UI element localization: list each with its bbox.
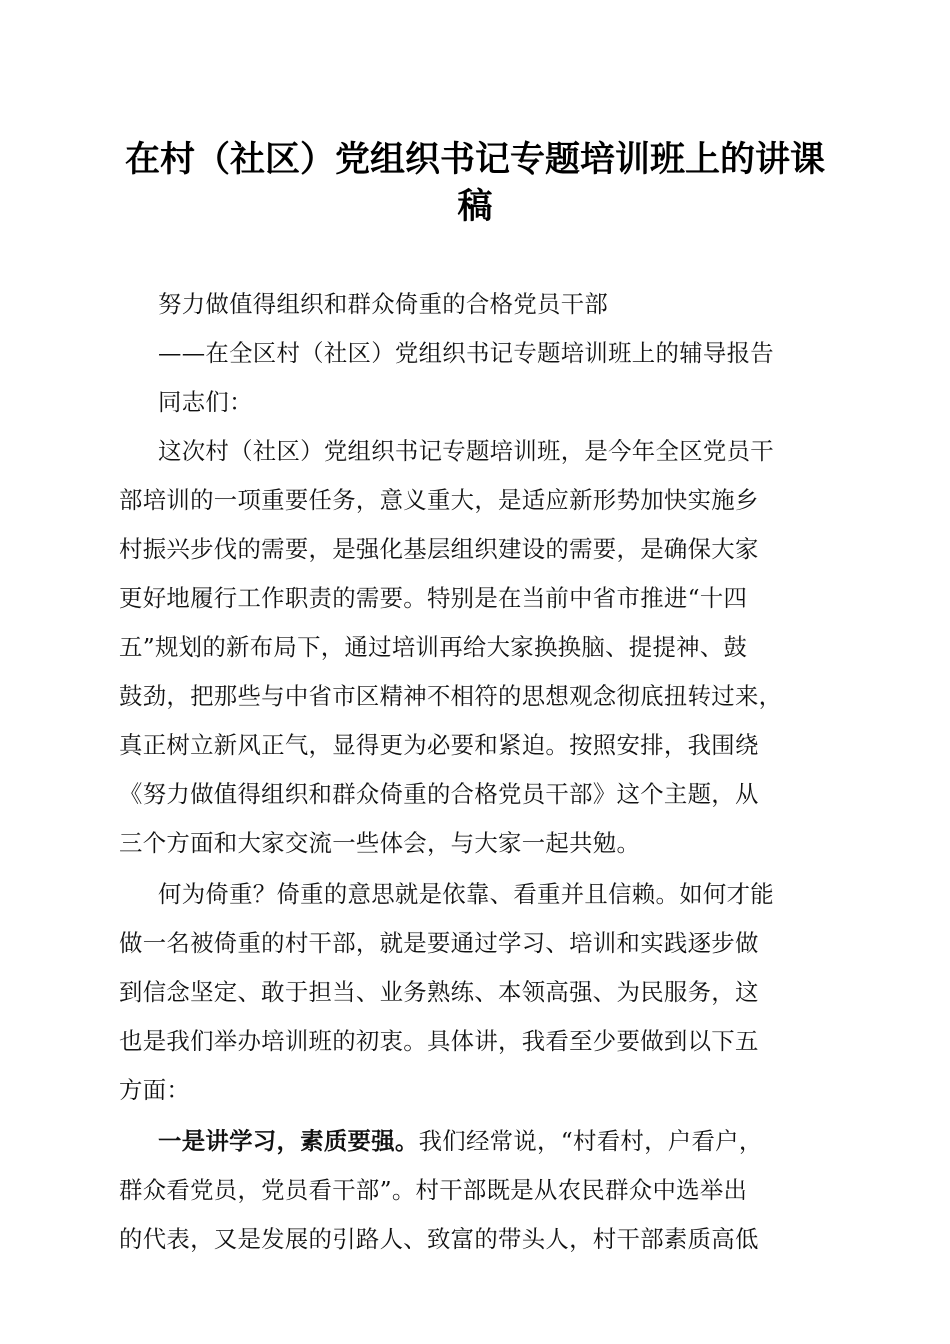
- paragraph-line: 这次村（社区）党组织书记专题培训班，是今年全区党员干: [158, 437, 774, 465]
- document-title: [110, 136, 840, 230]
- salutation: 同志们：: [158, 388, 253, 416]
- paragraph-line: 何为倚重？倚重的意思就是依靠、看重并且信赖。如何才能: [158, 880, 774, 908]
- paragraph-line: 《努力做值得组织和群众倚重的合格党员干部》这个主题，从: [119, 780, 759, 808]
- paragraph-text: 我们经常说，“村看村，户看户，: [418, 1127, 763, 1155]
- title-line: 在村（社区）党组织书记专题培训班上的讲课: [124, 139, 825, 180]
- paragraph-line: 的代表，又是发展的引路人、致富的带头人，村干部素质高低: [119, 1225, 759, 1253]
- paragraph-line: 更好地履行工作职责的需要。特别是在当前中省市推进“十四: [119, 584, 748, 612]
- paragraph-line: 方面：: [119, 1076, 191, 1104]
- paragraph-line: 真正树立新风正气，显得更为必要和紧迫。按照安排，我围绕: [119, 731, 759, 759]
- paragraph-line: 到信念坚定、敢于担当、业务熟练、本领高强、为民服务，这: [119, 978, 759, 1006]
- paragraph-line: 也是我们举办培训班的初衷。具体讲，我看至少要做到以下五: [119, 1027, 759, 1055]
- paragraph-line: 五”规划的新布局下，通过培训再给大家换换脑、提提神、鼓: [119, 633, 748, 661]
- paragraph-1: [119, 427, 831, 868]
- paragraph-line: 鼓劲，把那些与中省市区精神不相符的思想观念彻底扭转过来，: [119, 682, 783, 710]
- subtitle: 努力做值得组织和群众倚重的合格党员干部: [158, 290, 609, 318]
- title-line: 稿: [457, 186, 493, 227]
- paragraph-2: [119, 870, 831, 1115]
- report-line: ——在全区村（社区）党组织书记专题培训班上的辅导报告: [158, 339, 774, 367]
- paragraph-line: 做一名被倚重的村干部，就是要通过学习、培训和实践逐步做: [119, 929, 759, 957]
- paragraph-3: [119, 1117, 831, 1264]
- paragraph-line: [119, 1117, 831, 1166]
- paragraph-line: 群众看党员，党员看干部”。村干部既是从农民群众中选举出: [119, 1176, 748, 1204]
- paragraph-lead: 一是讲学习，素质要强。: [158, 1127, 419, 1155]
- document-body: [119, 280, 831, 1264]
- paragraph-line: 村振兴步伐的需要，是强化基层组织建设的需要，是确保大家: [119, 535, 759, 563]
- paragraph-line: 部培训的一项重要任务，意义重大，是适应新形势加快实施乡: [119, 486, 759, 514]
- paragraph-line: 三个方面和大家交流一些体会，与大家一起共勉。: [119, 829, 641, 857]
